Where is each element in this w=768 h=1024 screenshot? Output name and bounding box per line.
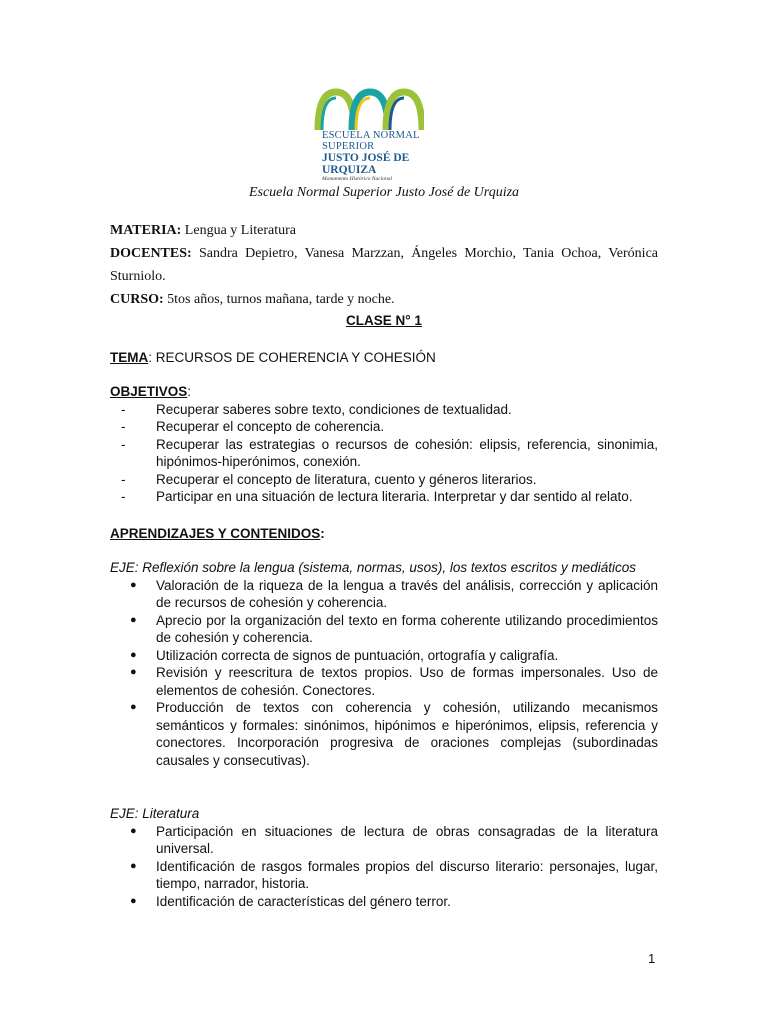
materia-label: MATERIA: (110, 223, 182, 238)
list-item: - Recuperar saberes sobre texto, condiciones de textualidad. (110, 401, 658, 419)
tema-label: TEMA (110, 350, 149, 365)
eje1-title: EJE: Reflexión sobre la lengua (sistema, normas, usos), los textos escritos y mediáticos (110, 560, 636, 575)
docentes-value: Sandra Depietro, Vanesa Marzzan, Ángeles Morchio, Tania Ochoa, Verónica Sturniolo. (110, 246, 658, 284)
aprendizajes-heading: APRENDIZAJES Y CONTENIDOS: (110, 526, 325, 541)
list-item: ● Utilización correcta de signos de puntuación, ortografía y caligrafía. (110, 647, 658, 665)
eje2-section (110, 805, 658, 910)
eje1-section (110, 559, 658, 769)
list-item: - Recuperar el concepto de literatura, cuento y géneros literarios. (110, 471, 658, 489)
materia-value: Lengua y Literatura (181, 223, 296, 238)
objetivos-heading: OBJETIVOS: (110, 384, 192, 399)
clase-heading: CLASE N° 1 (346, 313, 422, 328)
list-item: ● Identificación de características del género terror. (110, 893, 658, 911)
tema-value: : RECURSOS DE COHERENCIA Y COHESIÓN (148, 350, 436, 365)
objetivos-section (110, 383, 658, 506)
curso-label: CURSO: (110, 292, 164, 307)
list-item: - Recuperar el concepto de coherencia. (110, 418, 658, 436)
logo-line-1: ESCUELA NORMAL SUPERIOR (322, 130, 420, 152)
list-item: ● Participación en situaciones de lectura de obras consagradas de la literatura universal. (110, 823, 658, 858)
eje2-title: EJE: Literatura (110, 806, 200, 821)
page-number: 1 (648, 951, 656, 966)
eje1-list (110, 577, 658, 770)
curso-line (110, 288, 658, 311)
materia-line (110, 219, 658, 242)
logo-arches-icon (314, 86, 424, 132)
school-logo (308, 86, 460, 182)
list-item: ● Producción de textos con coherencia y cohesión, utilizando mecanismos semánticos y formales: sinónimos, hipónimos e hiperónimos, elipsis, referencia y conectores. Incorporación progresiva de oraciones complejas (subordinadas causales y consecutivas). (110, 699, 658, 769)
school-title: Escuela Normal Superior Justo José de Urquiza (248, 185, 520, 200)
docentes-line (110, 242, 658, 288)
list-item: ● Identificación de rasgos formales propios del discurso literario: personajes, lugar, tiempo, narrador, historia. (110, 858, 658, 893)
list-item: ● Revisión y reescritura de textos propios. Uso de formas impersonales. Uso de elementos de cohesión. Conectores. (110, 664, 658, 699)
list-item: - Participar en una situación de lectura literaria. Interpretar y dar sentido al relato. (110, 488, 658, 506)
list-item: ● Valoración de la riqueza de la lengua a través del análisis, corrección y aplicación de recursos de cohesión y coherencia. (110, 577, 658, 612)
logo-line-3: Monumento Histórico Nacional (322, 176, 392, 182)
tema-line (110, 349, 658, 367)
docentes-label: DOCENTES: (110, 246, 192, 261)
list-item: ● Aprecio por la organización del texto en forma coherente utilizando procedimientos de cohesión y coherencia. (110, 612, 658, 647)
list-item: - Recuperar las estrategias o recursos de cohesión: elipsis, referencia, sinonimia, hipónimos-hiperónimos, conexión. (110, 436, 658, 471)
objetivos-list (110, 401, 658, 506)
logo-line-2: JUSTO JOSÉ DE URQUIZA (322, 152, 410, 176)
eje2-list (110, 823, 658, 911)
curso-value: 5tos años, turnos mañana, tarde y noche. (163, 292, 395, 307)
